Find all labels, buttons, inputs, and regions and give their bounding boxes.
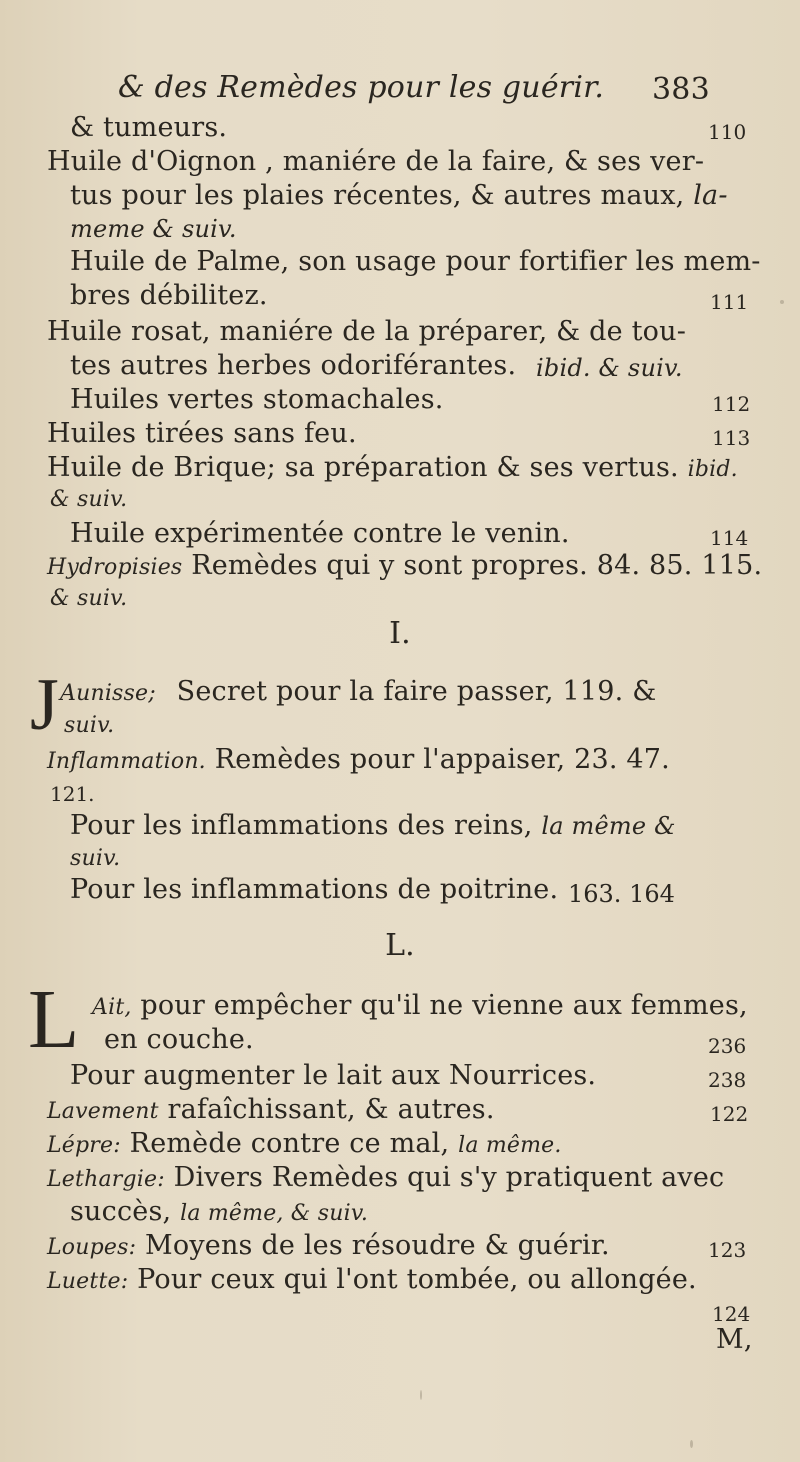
entry-line: Ait, pour empêcher qu'il ne vienne aux femmes, <box>92 990 748 1021</box>
entry-line: en couche. <box>104 1024 254 1055</box>
page-ref: ibid. & suiv. <box>536 354 683 382</box>
page-ref: 121. <box>50 782 95 806</box>
page-ref: 110 <box>708 120 747 144</box>
entry-line: suiv. <box>64 713 115 738</box>
page-ref: 122 <box>710 1102 749 1126</box>
entry-line: Loupes: Moyens de les résoudre & guérir. <box>47 1230 610 1261</box>
entry-line: Pour les inflammations de poitrine. <box>70 874 559 905</box>
entry-line: & suiv. <box>50 487 128 512</box>
entry-line: suiv. <box>70 846 121 871</box>
section-heading: L. <box>385 928 415 963</box>
entry-line: Luette: Pour ceux qui l'ont tombée, ou allongée. <box>47 1264 697 1295</box>
entry-line: Huile rosat, maniére de la préparer, & de tou- <box>47 316 687 347</box>
entry-line: Lavement rafaîchissant, & autres. <box>47 1094 495 1125</box>
drop-cap: J <box>30 664 59 746</box>
entry-line: Huile de Brique; sa préparation & ses vertus. ibid. <box>47 452 738 483</box>
entry-line: Huile expérimentée contre le venin. <box>70 518 570 549</box>
entry-line: Inflammation. Remèdes pour l'appaiser, 23. 47. <box>47 744 670 775</box>
entry-line: Pour augmenter le lait aux Nourrices. <box>70 1060 597 1091</box>
catchword: M, <box>716 1324 753 1355</box>
page-ref: 238 <box>708 1068 747 1092</box>
paper-speck <box>780 300 784 304</box>
entry-line: tes autres herbes odoriférantes. <box>70 350 517 381</box>
page-ref: 236 <box>708 1034 747 1058</box>
entry-line: Pour les inflammations des reins, la même & <box>70 810 676 841</box>
entry-line: Lépre: Remède contre ce mal, la même. <box>47 1128 562 1159</box>
entry-line: Huiles vertes stomachales. <box>70 384 444 415</box>
entry-line: tus pour les plaies récentes, & autres maux, la- <box>70 180 728 211</box>
entry-line: meme & suiv. <box>70 215 237 243</box>
entry-line: Aunisse; Secret pour la faire passer, 119. & <box>60 676 657 707</box>
entry-line: Lethargie: Divers Remèdes qui s'y pratiquent avec <box>47 1162 725 1193</box>
entry-line: Huiles tirées sans feu. <box>47 418 357 449</box>
page-ref: 163. 164 <box>568 880 675 908</box>
drop-cap: L <box>28 973 80 1066</box>
page-ref: 113 <box>712 426 751 450</box>
section-heading: I. <box>389 616 411 651</box>
page-ref: 114 <box>710 526 749 550</box>
entry-line: succès, la même, & suiv. <box>70 1196 369 1227</box>
entry-line: bres débilitez. <box>70 280 268 311</box>
entry-line: Huile d'Oignon , maniére de la faire, & ses ver- <box>47 146 705 177</box>
entry-line: & suiv. <box>50 586 128 611</box>
page-number: 383 <box>652 72 710 107</box>
paper-speck <box>690 1440 693 1448</box>
page-ref: 123 <box>708 1238 747 1262</box>
entry-line: & tumeurs. <box>70 112 228 143</box>
page-ref: 112 <box>712 392 751 416</box>
running-header: & des Remèdes pour les guérir. <box>118 70 605 105</box>
page-ref: 111 <box>710 290 749 314</box>
paper-speck <box>420 1390 422 1400</box>
page-ref: 124 <box>712 1302 751 1326</box>
entry-line: Huile de Palme, son usage pour fortifier les mem- <box>70 246 761 277</box>
entry-line: Hydropisies Remèdes qui y sont propres. 84. 85. 115. <box>47 550 763 581</box>
